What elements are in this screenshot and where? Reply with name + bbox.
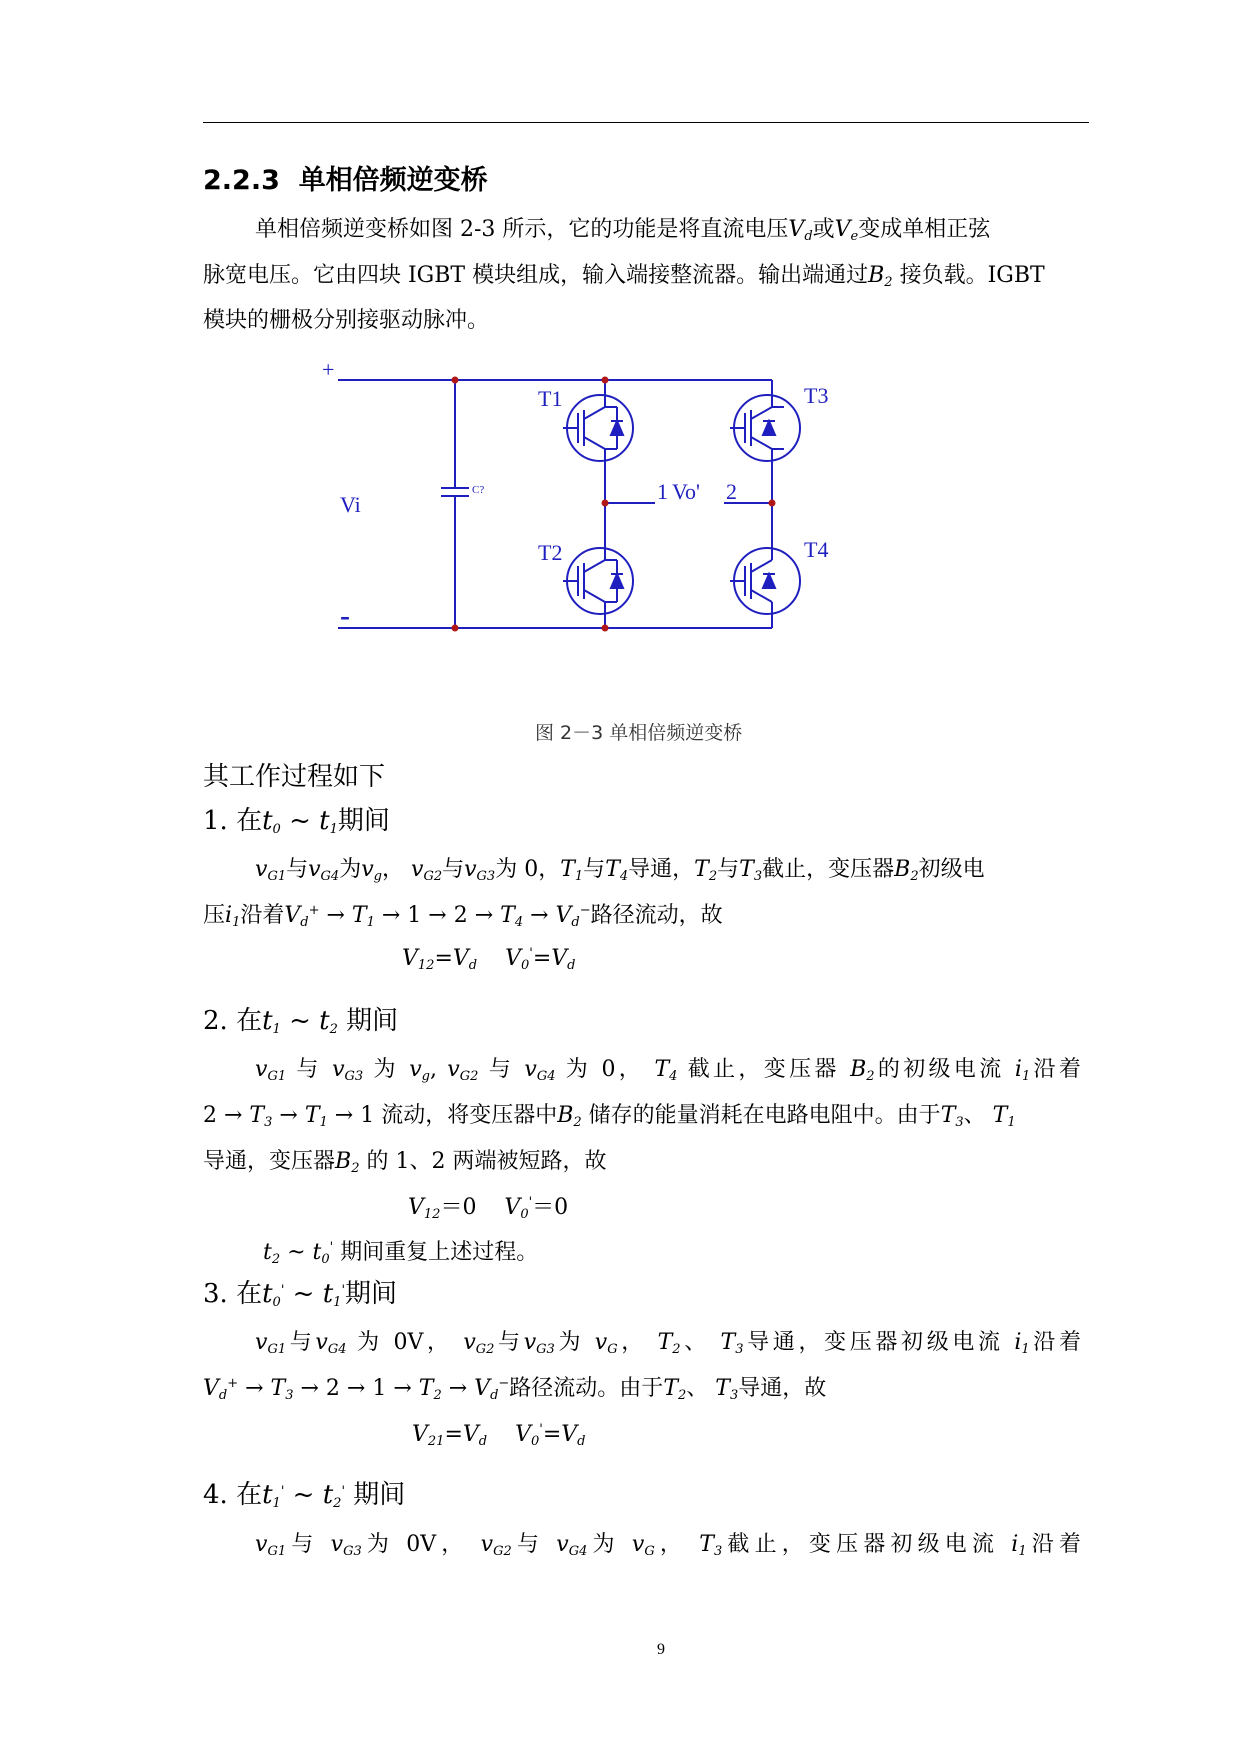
step2-repeat: $t_2$ ~ $t_0'$ 期间重复上述过程。	[263, 1240, 539, 1267]
step2-line1: $v_{G1}$ 与 $v_{G3}$ 为 $v_g$, $v_{G2}$ 与 $v_{G4}$ 为 0， $T_4$ 截止，变压器 $B_2$的初级电流 $i_1$沿着	[255, 1057, 1081, 1084]
step4-line1: $v_{G1}$与 $v_{G3}$为 0V， $v_{G2}$与 $v_{G4}$为 $v_G$， $T_3$截止，变压器初级电流 $i_1$沿着	[255, 1532, 1081, 1559]
paragraph1-line3: 模块的栅极分别接驱动脉冲。	[203, 308, 490, 333]
step1-equation: $V_{12}=V_d$ $V_0'=V_d$	[402, 946, 576, 973]
step1-line1: $v_{G1}$与$v_{G4}$为$v_g$， $v_{G2}$与$v_{G3}$为 0，$T_1$与$T_4$导通，$T_2$与$T_3$截止，变压器$B_2$初级电	[255, 857, 985, 884]
process-title: 其工作过程如下	[203, 762, 386, 792]
t2-label: T2	[538, 540, 563, 565]
circuit-wires	[338, 380, 772, 628]
step2-line2: $2 \to T_3 \to T_1 \to 1$ 流动，将变压器中$B_2$ 储存的能量消耗在电路电阻中。由于$T_3$、 $T_1$	[203, 1103, 1016, 1130]
igbt-t4-icon	[730, 548, 800, 614]
page-number: 9	[657, 1641, 665, 1658]
step4-title: 4. 在$t_1'$ ~ $t_2'$ 期间	[203, 1480, 406, 1511]
node-1-label: 1	[657, 479, 668, 504]
plus-terminal-label: +	[322, 357, 335, 382]
t1-label: T1	[538, 386, 563, 411]
step2-equation: $V_{12}=0$ $V_0'=0$	[408, 1195, 569, 1222]
capacitor-label: C?	[472, 484, 485, 496]
minus-terminal-label: -	[340, 599, 350, 632]
igbt-t2-icon	[563, 548, 633, 614]
t3-label: T3	[804, 383, 829, 408]
section-number: 2.2.3	[203, 165, 280, 196]
node-2-label: 2	[726, 479, 737, 504]
igbt-t1-icon	[563, 395, 633, 461]
step3-line2: $V_d^+ \to T_3 \to 2 \to 1 \to T_2 \to V_d^-$路径流动。由于$T_2$、 $T_3$导通，故	[203, 1376, 827, 1403]
step1-title: 1. 在$t_0$ ~ $t_1$期间	[203, 806, 390, 837]
step3-title: 3. 在$t_0'$ ~ $t_1'$期间	[203, 1279, 398, 1310]
section-title: 单相倍频逆变桥	[298, 165, 488, 196]
paragraph1-line1: 单相倍频逆变桥如图 2-3 所示，它的功能是将直流电压$V_d$或$V_e$变成单相正弦	[255, 217, 991, 244]
igbt-t3-icon	[730, 395, 800, 461]
inverter-bridge-circuit	[320, 355, 829, 645]
step1-line2: 压$i_1$沿着$V_d^+ \to T_1 \to 1 \to 2 \to T_4 \to V_d^-$路径流动，故	[203, 903, 723, 930]
step3-equation: $V_{21}=V_d$ $V_0'=V_d$	[412, 1422, 586, 1449]
vo-label: Vo'	[672, 479, 701, 504]
t4-label: T4	[804, 537, 829, 562]
vi-label: Vi	[340, 492, 361, 517]
header-rule	[203, 122, 1089, 123]
step2-line3: 导通，变压器$B_2$ 的 1、2 两端被短路，故	[203, 1149, 607, 1176]
step2-title: 2. 在$t_1$ ~ $t_2$ 期间	[203, 1006, 399, 1037]
section-heading	[203, 158, 488, 197]
paragraph1-line2: 脉宽电压。它由四块 IGBT 模块组成，输入端接整流器。输出端通过$B_2$ 接负载。IGBT	[203, 263, 1045, 290]
step3-line1: $v_{G1}$与$v_{G4}$ 为 0V， $v_{G2}$与$v_{G3}$为 $v_G$， $T_2$、 $T_3$导通，变压器初级电流 $i_1$沿着	[255, 1330, 1081, 1357]
figure-caption: 图 2－3 单相倍频逆变桥	[535, 722, 743, 744]
